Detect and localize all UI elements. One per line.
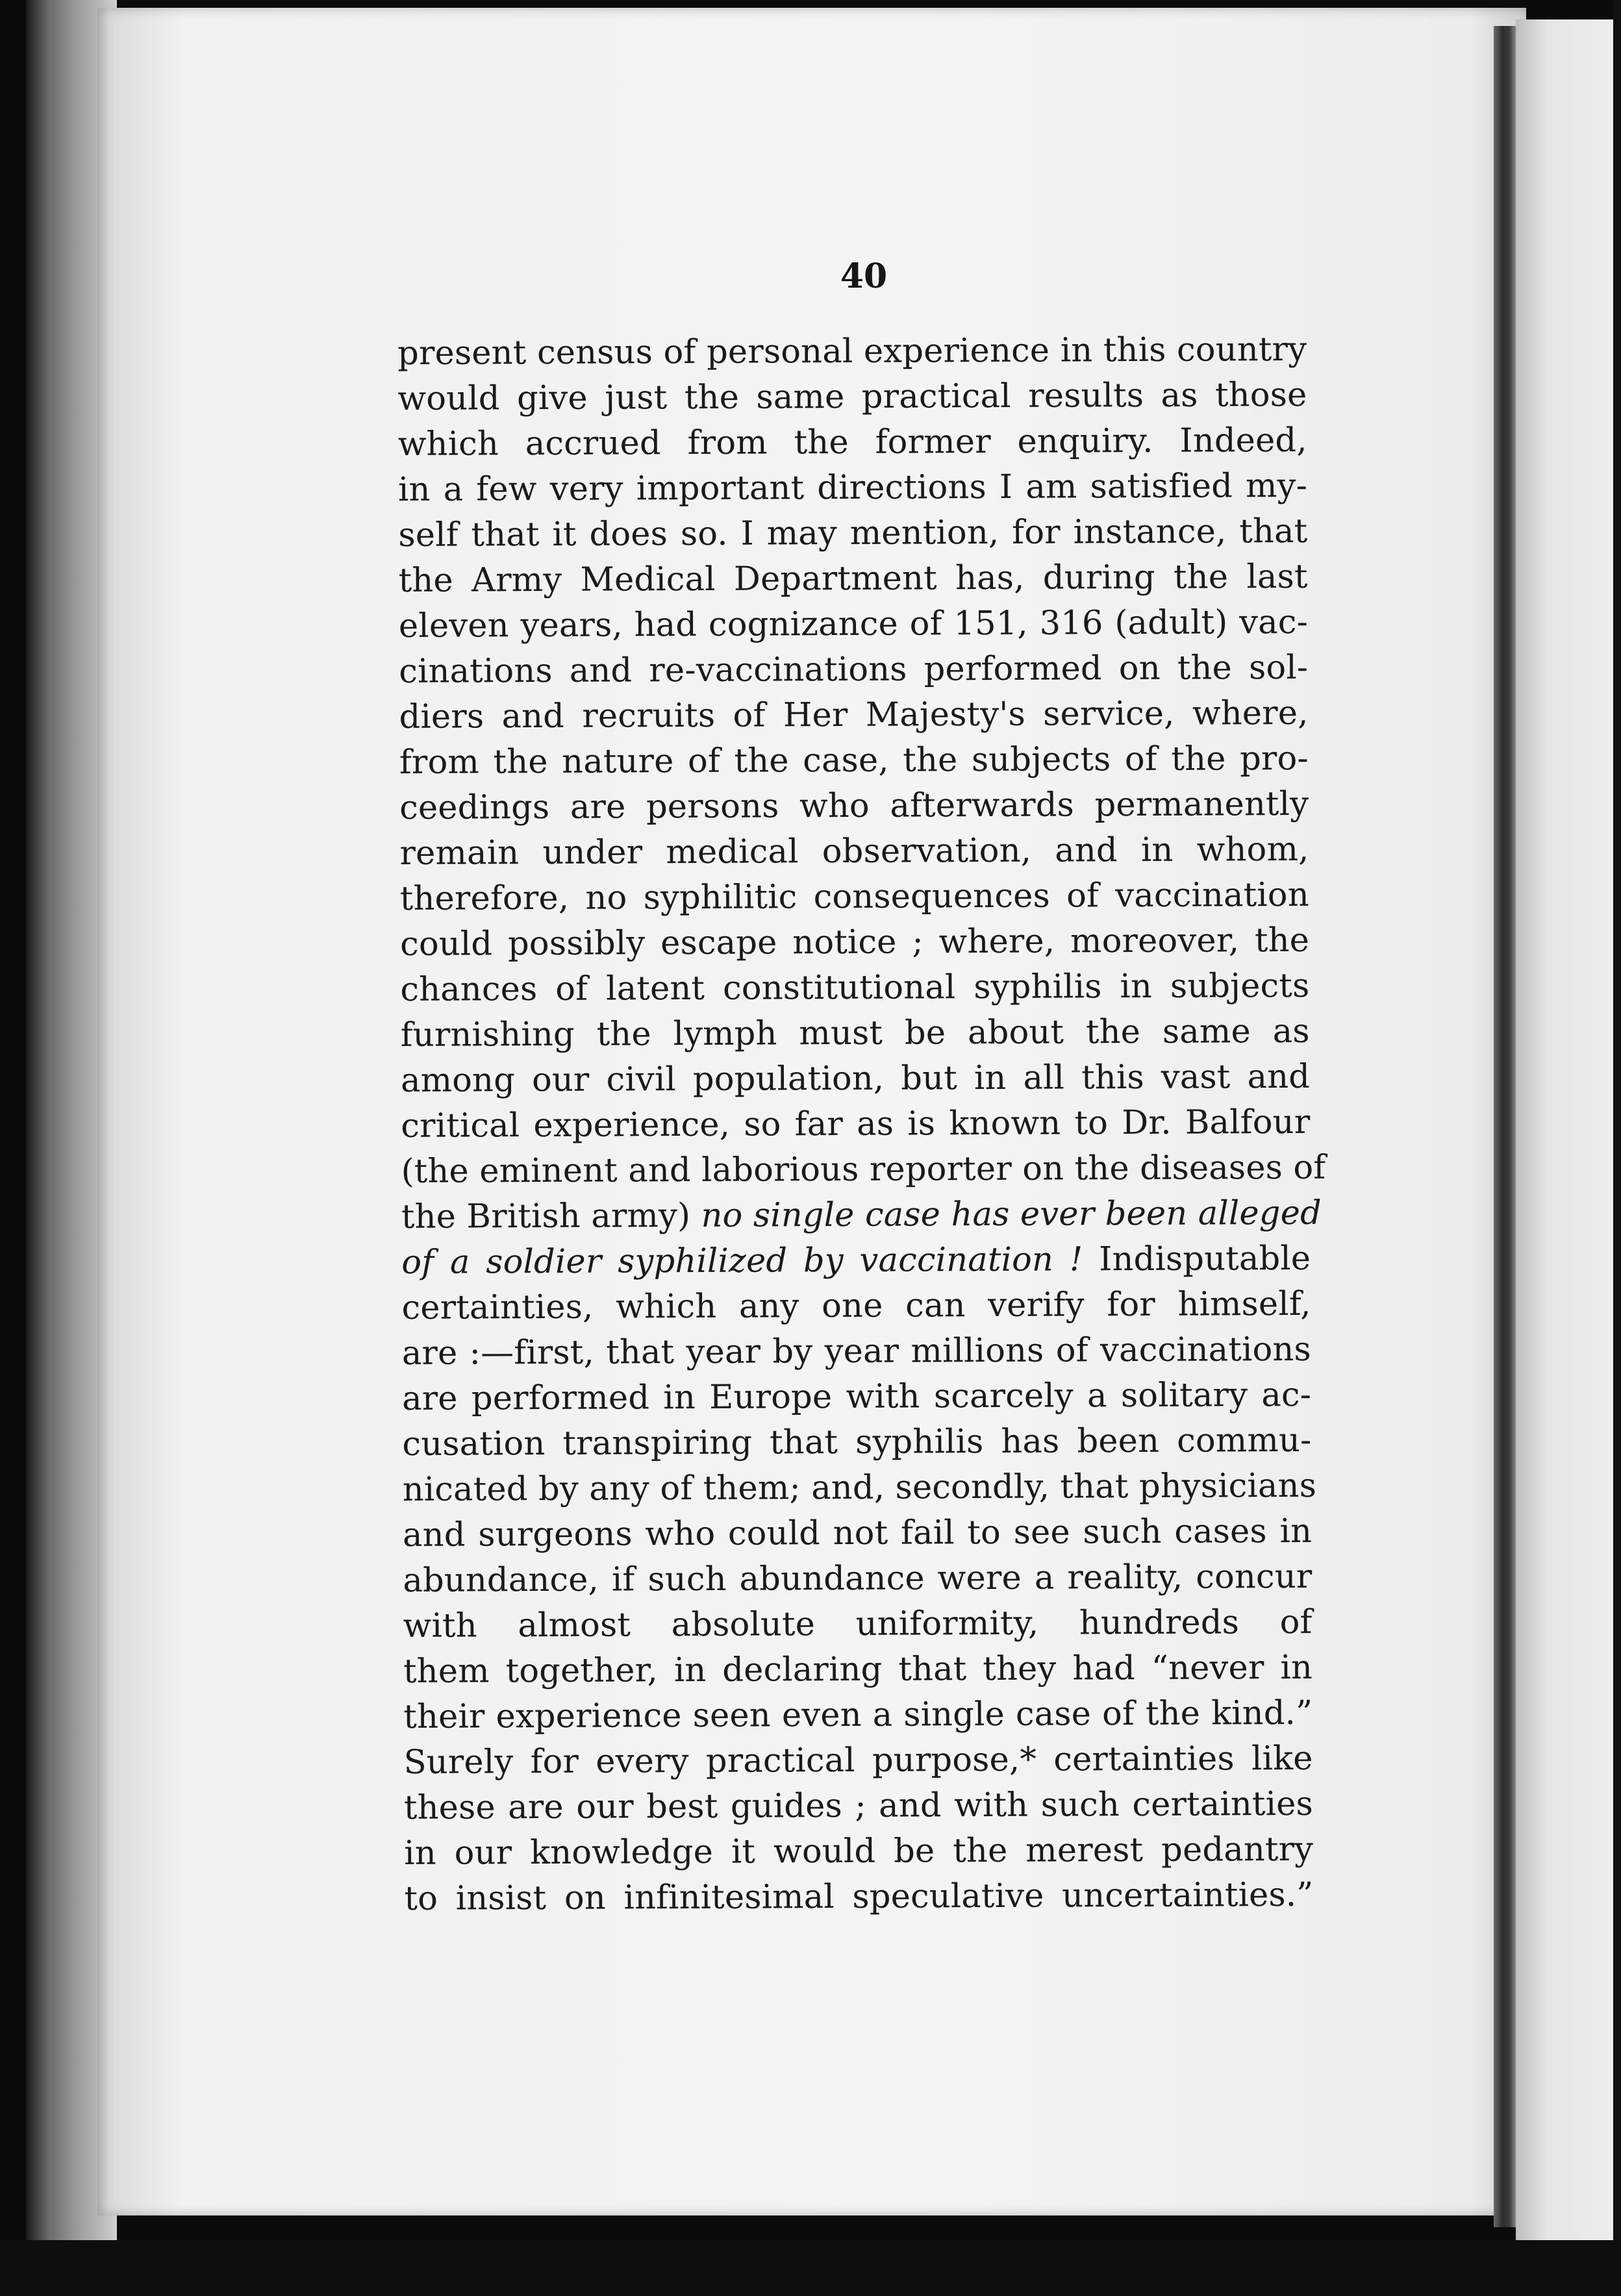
text-run: therefore, no syphilitic consequences of vaccination — [399, 875, 1309, 918]
text-line — [401, 1282, 1311, 1331]
text-run: critical experience, so far as is known to Dr. Balfour — [401, 1103, 1311, 1145]
text-line — [401, 1100, 1310, 1149]
text-run: are performed in Europe with scarcely a solitary ac- — [402, 1375, 1312, 1418]
text-line — [399, 691, 1308, 740]
text-line — [404, 1782, 1313, 1831]
text-line — [404, 1873, 1313, 1922]
text-line — [397, 373, 1307, 422]
text-line — [399, 827, 1309, 877]
text-run: furnishing the lymph must be about the same as — [400, 1012, 1310, 1054]
text-line — [403, 1554, 1312, 1604]
text-run: in our knowledge it would be the merest pedantry — [404, 1830, 1314, 1873]
text-line — [400, 964, 1309, 1013]
text-run: them together, in declaring that they had “never in — [403, 1648, 1313, 1691]
text-run: diers and recruits of Her Majesty's service, where, — [399, 693, 1309, 736]
text-run: the Army Medical Department has, during the last — [398, 557, 1308, 600]
text-run: and surgeons who could not fail to see such cases in — [402, 1512, 1313, 1554]
text-run: ceedings are persons who afterwards permanently — [399, 784, 1309, 827]
text-run: their experience seen even a single case of the kind.” — [403, 1693, 1313, 1736]
text-run: self that it does so. I may mention, for instance, that — [398, 512, 1308, 555]
text-line — [402, 1327, 1311, 1377]
italic-text-run: no single case has ever been alleged — [701, 1193, 1322, 1235]
text-run: from the nature of the case, the subjects of the pro- — [399, 739, 1309, 782]
text-run: Indisputable — [1083, 1239, 1311, 1279]
text-run: cinations and re-vaccinations performed on the sol- — [399, 648, 1309, 691]
text-line — [399, 600, 1308, 649]
text-run: with almost absolute uniformity, hundreds of — [403, 1603, 1313, 1645]
text-run: would give just the same practical results as those — [397, 375, 1307, 418]
text-line — [403, 1691, 1313, 1740]
italic-text-run: of a soldier syphilized by vaccination ! — [401, 1240, 1083, 1282]
text-line — [399, 782, 1309, 831]
text-run: certainties, which any one can verify for himself, — [401, 1284, 1311, 1327]
text-line — [398, 418, 1307, 468]
text-run: in a few very important directions I am satisfied my- — [397, 466, 1308, 509]
text-line — [400, 918, 1309, 967]
text-line — [404, 1827, 1313, 1877]
text-run: abundance, if such abundance were a reality, concur — [403, 1557, 1313, 1600]
scan-border-bottom — [0, 2240, 1621, 2296]
text-line — [401, 1191, 1322, 1240]
text-line — [397, 327, 1307, 377]
body-text — [397, 327, 1326, 1922]
text-run: nicated by any of them; and, secondly, that physicians — [402, 1466, 1317, 1509]
text-run: the British army) — [401, 1196, 701, 1236]
text-run: chances of latent constitutional syphilis in subjects — [400, 966, 1310, 1009]
text-run: present census of personal experience in this country — [397, 330, 1307, 373]
text-run: cusation transpiring that syphilis has been commu- — [402, 1421, 1312, 1464]
text-line — [403, 1645, 1313, 1695]
text-run: (the eminent and laborious reporter on the diseases of — [401, 1148, 1326, 1191]
text-run: Surely for every practical purpose,* certainties like — [403, 1739, 1313, 1782]
text-line — [400, 873, 1309, 922]
text-line — [403, 1509, 1312, 1558]
text-line — [401, 1145, 1326, 1195]
text-run: these are our best guides ; and with such certainties — [403, 1784, 1314, 1827]
text-line — [399, 555, 1308, 604]
text-line — [399, 736, 1309, 786]
text-line — [403, 1736, 1313, 1786]
text-run: remain under medical observation, and in whom, — [399, 830, 1309, 873]
text-line — [402, 1373, 1311, 1422]
page-number: 40 — [840, 256, 888, 296]
text-run: are :—first, that year by year millions of vaccinations — [401, 1330, 1311, 1373]
facing-page-edge — [1516, 19, 1621, 2240]
text-line — [398, 464, 1307, 513]
text-line — [399, 645, 1308, 695]
text-run: eleven years, had cognizance of 151, 316 (adult) vac- — [398, 603, 1309, 645]
text-line — [403, 1600, 1313, 1649]
binding-edge — [1494, 26, 1516, 2227]
text-line — [401, 1236, 1311, 1286]
text-line — [401, 1054, 1310, 1104]
text-run: among our civil population, but in all this vast and — [400, 1057, 1311, 1100]
text-line — [402, 1418, 1311, 1467]
text-line — [398, 509, 1307, 558]
text-run: which accrued from the former enquiry. Indeed, — [397, 421, 1307, 464]
text-line — [402, 1464, 1317, 1513]
text-run: to insist on infinitesimal speculative uncertainties.” — [404, 1875, 1314, 1918]
text-run: could possibly escape notice ; where, moreover, the — [399, 921, 1310, 964]
scan-border-right — [1613, 0, 1621, 2296]
text-line — [401, 1009, 1310, 1058]
